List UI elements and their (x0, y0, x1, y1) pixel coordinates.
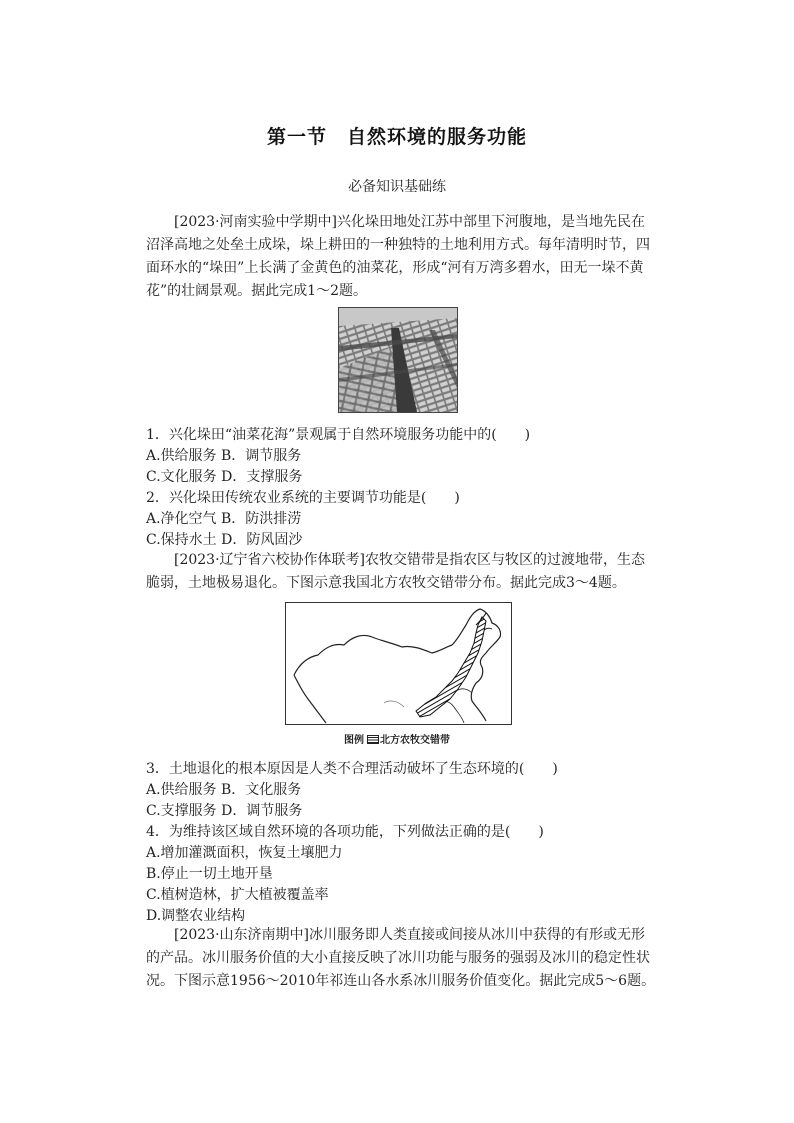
question-3-stem: 3．土地退化的根本原因是人类不合理活动破坏了生态环境的( ) (146, 761, 558, 777)
legend-prefix: 图例 (344, 735, 364, 746)
section-title: 第一节 自然环境的服务功能 (266, 126, 527, 148)
passage-2: [2023·辽宁省六校协作体联考]农牧交错带是指农区与牧区的过渡地带，生态脆弱，土地极易退化。下图示意我国北方农牧交错带分布。据此完成3～4题。 (146, 552, 646, 591)
question-3-options-row-2: C.支撑服务 D．调节服务 (146, 803, 303, 819)
question-2-stem: 2．兴化垛田传统农业系统的主要调节功能是( ) (146, 490, 460, 506)
map-caption (0, 731, 794, 746)
question-4-stem: 4．为维持该区域自然环境的各项功能，下列做法正确的是( ) (146, 824, 544, 840)
hatch-legend-icon (367, 735, 379, 744)
question-4-option-b: B.停止一切土地开垦 (146, 866, 273, 882)
section-subtitle: 必备知识基础练 (348, 179, 446, 195)
question-1-options-row-1: A.供给服务 B．调节服务 (146, 448, 302, 464)
question-4-option-c: C.植树造林，扩大植被覆盖率 (146, 887, 329, 903)
legend-label: 北方农牧交错带 (380, 735, 450, 746)
passage-1: [2023·河南实验中学期中]兴化垛田地处江苏中部里下河腹地，是当地先民在沼泽高地之处垒土成垛，垛上耕田的一种独特的土地利用方式。每年清明时节，四面环水的“垛田”上长满了金黄色的油菜花，形成“河有万湾多碧水，田无一垛不黄花”的壮阔景观。据此完成1～2题。 (146, 214, 650, 299)
question-4-option-d: D.调整农业结构 (146, 908, 246, 924)
question-1-options-row-2: C.文化服务 D．支撑服务 (146, 469, 303, 485)
question-4-option-a: A.增加灌溉面积，恢复土壤肥力 (146, 845, 343, 861)
duotian-aerial-photo (338, 307, 458, 413)
question-2-options-row-1: A.净化空气 B．防洪排涝 (146, 511, 302, 527)
question-2-options-row-2: C.保持水土 D．防风固沙 (146, 532, 303, 548)
map-outline-image (286, 603, 511, 724)
question-3-options-row-1: A.供给服务 B．文化服务 (146, 782, 302, 798)
passage-3: [2023·山东济南期中]冰川服务即人类直接或间接从冰川中获得的有形或无形的产品。冰川服务价值的大小直接反映了冰川功能与服务的强弱及冰川的稳定性状况。下图示意1956～2010年祁连山各水系冰川服务价值变化。据此完成5～6题。 (146, 927, 656, 989)
aerial-photo-image (339, 308, 457, 412)
china-agro-pastoral-map (285, 602, 512, 725)
question-1-stem: 1．兴化垛田“油菜花海”景观属于自然环境服务功能中的( ) (146, 427, 531, 443)
